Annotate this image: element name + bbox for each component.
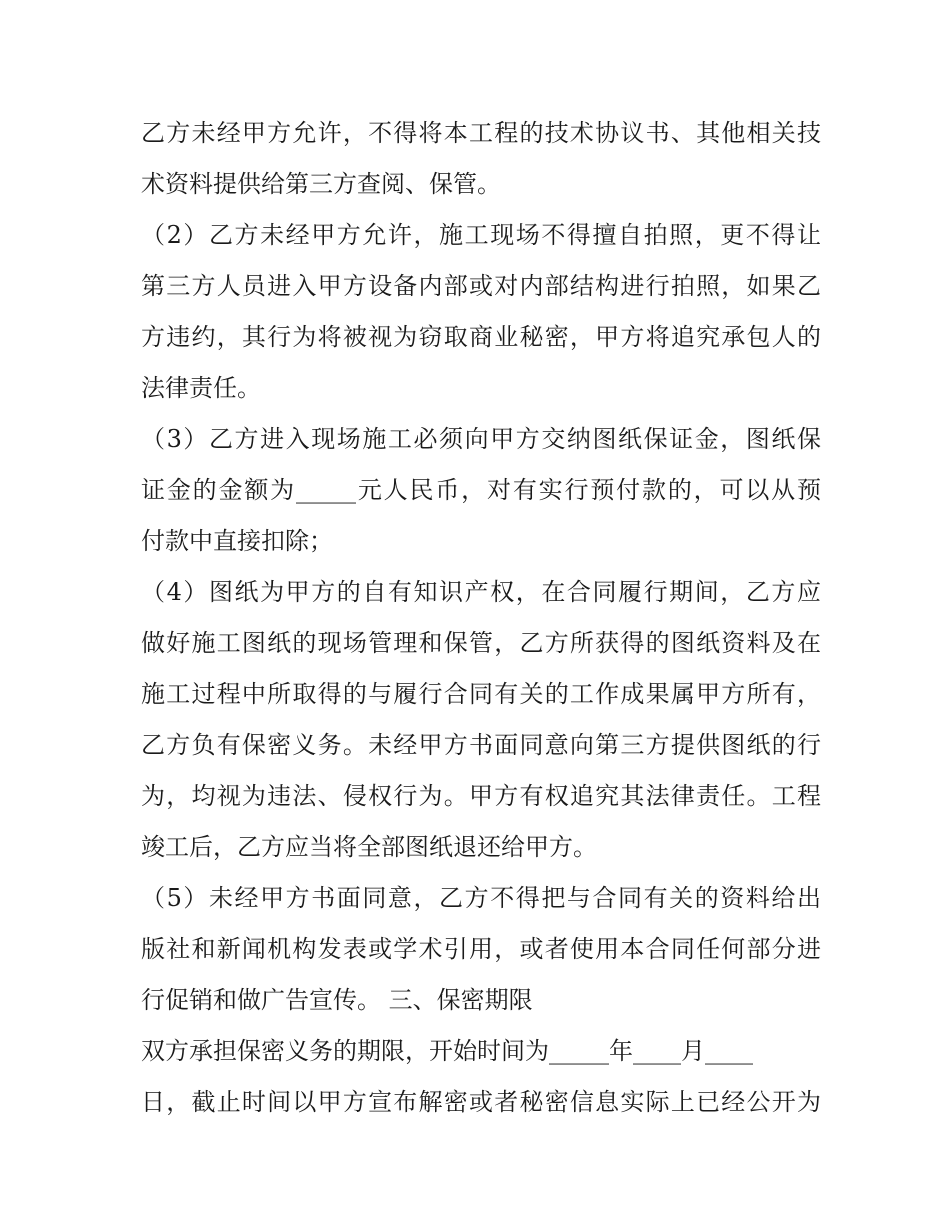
- text-line: 做好施工图纸的现场管理和保管，乙方所获得的图纸资料及在: [141, 629, 821, 657]
- text-line: 乙方未经甲方允许，不得将本工程的技术协议书、其他相关技: [141, 119, 821, 147]
- text-line: 竣工后，乙方应当将全部图纸退还给甲方。: [141, 833, 597, 861]
- text-line: （5）未经甲方书面同意，乙方不得把与合同有关的资料给出: [141, 884, 821, 912]
- text-line: 双方承担保密义务的期限，开始时间为_____年____月____: [141, 1037, 753, 1065]
- text-line: 术资料提供给第三方查阅、保管。: [141, 170, 501, 198]
- text-line: 行促销和做广告宣传。 三、保密期限: [141, 986, 533, 1014]
- contract-text: [141, 108, 821, 1128]
- text-line: 日，截止时间以甲方宣布解密或者秘密信息实际上已经公开为: [141, 1088, 821, 1116]
- text-line: 乙方负有保密义务。未经甲方书面同意向第三方提供图纸的行: [141, 731, 821, 759]
- text-line: 付款中直接扣除；: [141, 527, 333, 555]
- text-line: （2）乙方未经甲方允许，施工现场不得擅自拍照，更不得让: [141, 221, 821, 249]
- text-line: 第三方人员进入甲方设备内部或对内部结构进行拍照，如果乙: [141, 272, 821, 300]
- text-line: 方违约，其行为将被视为窃取商业秘密，甲方将追究承包人的: [141, 323, 821, 351]
- text-line: 法律责任。: [141, 374, 261, 402]
- text-line: 为，均视为违法、侵权行为。甲方有权追究其法律责任。工程: [141, 782, 821, 810]
- text-line: 施工过程中所取得的与履行合同有关的工作成果属甲方所有，: [141, 680, 821, 708]
- text-line: （4）图纸为甲方的自有知识产权，在合同履行期间，乙方应: [141, 578, 821, 606]
- text-line: 版社和新闻机构发表或学术引用，或者使用本合同任何部分进: [141, 935, 821, 963]
- text-line: 证金的金额为_____元人民币，对有实行预付款的，可以从预: [141, 476, 821, 504]
- text-line: （3）乙方进入现场施工必须向甲方交纳图纸保证金，图纸保: [141, 425, 821, 453]
